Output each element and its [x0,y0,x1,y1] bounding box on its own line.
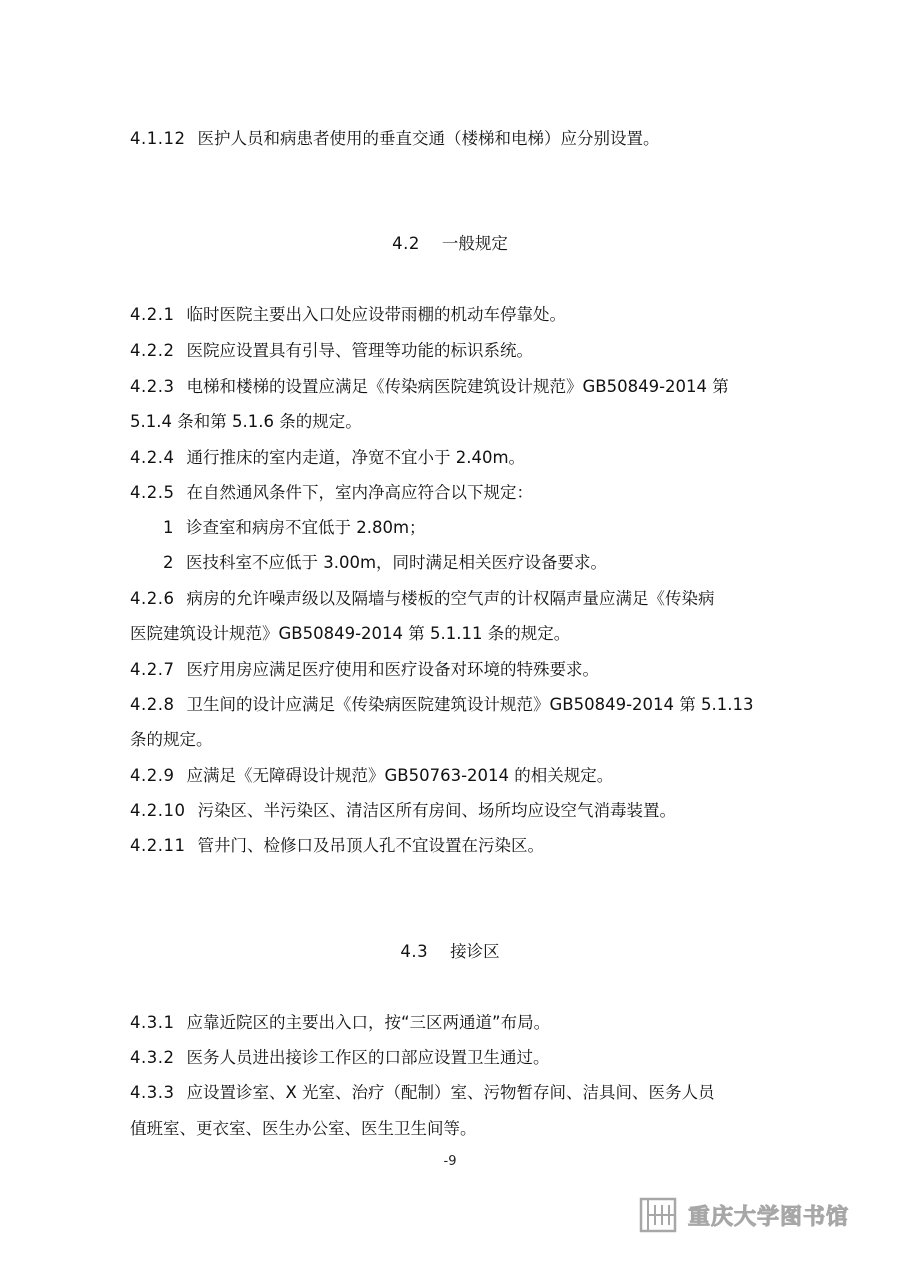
clause-4-2-11 [130,835,790,857]
section-title: 接诊区 [450,942,500,961]
clause-text: 污染区、半污染区、清洁区所有房间、场所均应设空气消毒装置。 [197,801,676,820]
clause-text: 病房的允许噪声级以及隔墙与楼板的空气声的计权隔声量应满足《传染病 [186,589,715,608]
section-title: 一般规定 [441,234,508,253]
clause-4-2-7 [130,659,790,681]
item-number: 2 [163,553,174,572]
clause-number: 4.2.8 [130,695,175,714]
clause-4-2-5 [130,482,790,504]
clause-number: 4.3.2 [130,1048,175,1067]
clause-number: 4.2.5 [130,483,175,502]
section-number: 4.3 [400,942,429,961]
clause-4-2-1 [130,304,790,326]
clause-text: 医院应设置具有引导、管理等功能的标识系统。 [186,341,533,360]
clause-4-2-6 [130,588,790,610]
clause-4-2-6-continued [130,623,790,645]
clause-text: 医务人员进出接诊工作区的口部应设置卫生通过。 [186,1048,550,1067]
clause-number: 4.1.12 [130,129,186,148]
library-logo-icon [638,1195,678,1235]
section-number: 4.2 [392,234,420,253]
clause-number: 4.3.3 [130,1083,175,1102]
section-heading-4-2 [0,233,900,255]
clause-4-1-12 [130,128,790,150]
clause-number: 4.2.11 [130,836,186,855]
library-watermark [638,1192,868,1238]
item-number: 1 [163,518,174,537]
clause-4-2-5-item-1 [163,517,823,539]
watermark-text: 重庆大学图书馆 [688,1204,850,1230]
item-text: 医技科室不应低于 3.00m，同时满足相关医疗设备要求。 [186,553,608,572]
clause-text: 医院建筑设计规范》GB50849-2014 第 5.1.11 条的规定。 [130,624,571,643]
clause-4-2-8 [130,694,790,716]
clause-text: 医疗用房应满足医疗使用和医疗设备对环境的特殊要求。 [186,660,599,679]
clause-4-3-3-continued [130,1118,790,1140]
clause-4-2-5-item-2 [163,552,823,574]
clause-text: 通行推床的室内走道，净宽不宜小于 2.40m。 [186,448,526,467]
item-text: 诊查室和病房不宜低于 2.80m； [186,518,426,537]
clause-4-2-2 [130,340,790,362]
clause-number: 4.2.7 [130,660,175,679]
clause-number: 4.3.1 [130,1013,175,1032]
clause-number: 4.2.1 [130,305,175,324]
clause-text: 卫生间的设计应满足《传染病医院建筑设计规范》GB50849-2014 第 5.1.13 [186,695,754,714]
clause-text: 应设置诊室、X 光室、治疗（配制）室、污物暂存间、洁具间、医务人员 [186,1083,715,1102]
page-number: -9 [443,1154,457,1169]
clause-number: 4.2.3 [130,377,175,396]
clause-4-2-3-continued [130,411,790,433]
clause-text: 应满足《无障碍设计规范》GB50763-2014 的相关规定。 [186,766,614,785]
clause-text: 值班室、更衣室、医生办公室、医生卫生间等。 [130,1119,477,1138]
clause-4-3-1 [130,1012,790,1034]
clause-4-3-3 [130,1082,790,1104]
clause-number: 4.2.4 [130,448,175,467]
clause-4-3-2 [130,1047,790,1069]
clause-text: 应靠近院区的主要出入口，按“三区两通道”布局。 [186,1013,551,1032]
clause-number: 4.2.9 [130,766,175,785]
clause-number: 4.2.10 [130,801,186,820]
clause-4-2-4 [130,447,790,469]
section-heading-4-3 [0,941,900,963]
clause-text: 在自然通风条件下，室内净高应符合以下规定： [186,483,533,502]
clause-text: 管井门、检修口及吊顶人孔不宜设置在污染区。 [197,836,544,855]
clause-4-2-10 [130,800,790,822]
clause-text: 5.1.4 条和第 5.1.6 条的规定。 [130,412,362,431]
clause-number: 4.2.2 [130,341,175,360]
clause-text: 电梯和楼梯的设置应满足《传染病医院建筑设计规范》GB50849-2014 第 [186,377,729,396]
clause-4-2-8-continued [130,729,790,751]
clause-4-2-9 [130,765,790,787]
clause-text: 临时医院主要出入口处应设带雨棚的机动车停靠处。 [186,305,566,324]
clause-text: 条的规定。 [130,730,213,749]
clause-text: 医护人员和病患者使用的垂直交通（楼梯和电梯）应分别设置。 [197,129,660,148]
clause-4-2-3 [130,376,790,398]
clause-number: 4.2.6 [130,589,175,608]
